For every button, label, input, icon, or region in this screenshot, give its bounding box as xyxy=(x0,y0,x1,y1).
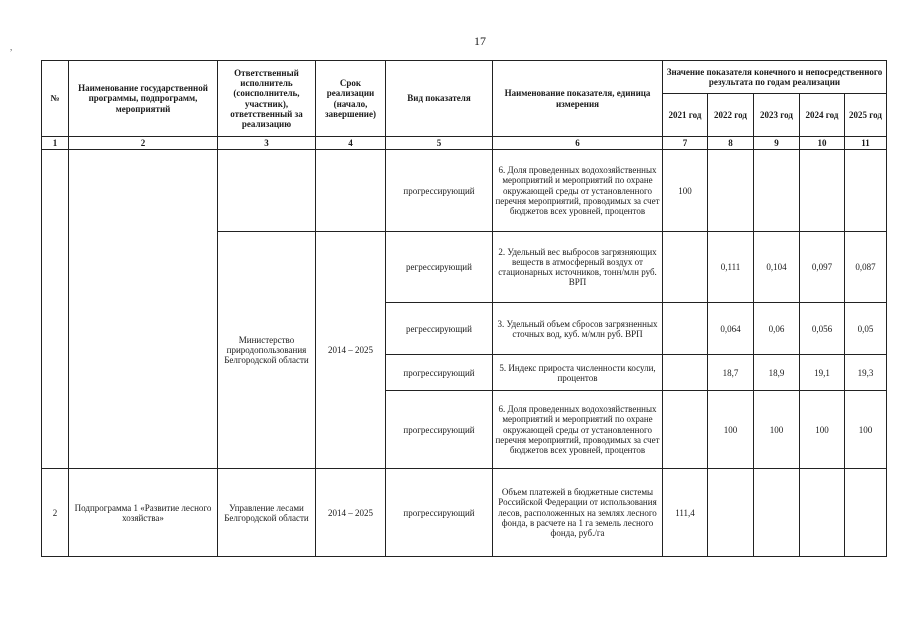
header-term: Срок реализации (начало, завершение) xyxy=(316,61,386,137)
table-row xyxy=(42,469,887,557)
value-2025: 0,05 xyxy=(845,303,887,355)
header-num: № xyxy=(42,61,69,137)
value-2021: 100 xyxy=(663,150,708,232)
executor-ministry: Министерство природопользования Белгородской области xyxy=(218,232,316,469)
value-2023: 18,9 xyxy=(754,355,800,391)
column-number: 6 xyxy=(493,137,663,150)
column-number: 2 xyxy=(69,137,218,150)
header-indicator-name: Наименование показателя, единица измерения xyxy=(493,61,663,137)
value-2022 xyxy=(708,469,754,557)
header-year: 2025 год xyxy=(845,94,887,137)
column-number: 9 xyxy=(754,137,800,150)
indicator-name: Объем платежей в бюджетные системы Российской Федерации от использования лесов, расположенных на землях лесного фонда, в расчете на 1 га земель лесного фонда, руб./га xyxy=(493,469,663,557)
column-number: 11 xyxy=(845,137,887,150)
value-2022: 18,7 xyxy=(708,355,754,391)
value-2024 xyxy=(800,150,845,232)
value-2024: 0,097 xyxy=(800,232,845,303)
header-program: Наименование государственной программы, подпрограмм, мероприятий xyxy=(69,61,218,137)
value-2025 xyxy=(845,150,887,232)
column-numbers-row xyxy=(42,137,887,150)
value-2023: 100 xyxy=(754,391,800,469)
indicator-type: прогрессирующий xyxy=(386,469,493,557)
indicator-name: 2. Удельный вес выбросов загрязняющих веществ в атмосферный воздух от стационарных источников, тонн/млн руб. ВРП xyxy=(493,232,663,303)
value-2022: 0,111 xyxy=(708,232,754,303)
value-2025: 0,087 xyxy=(845,232,887,303)
header-year: 2021 год xyxy=(663,94,708,137)
column-number: 7 xyxy=(663,137,708,150)
value-2024: 100 xyxy=(800,391,845,469)
term-ministry: 2014 – 2025 xyxy=(316,232,386,469)
value-2021 xyxy=(663,232,708,303)
column-number: 5 xyxy=(386,137,493,150)
column-number: 10 xyxy=(800,137,845,150)
header-year: 2023 год xyxy=(754,94,800,137)
value-2025: 100 xyxy=(845,391,887,469)
indicators-table xyxy=(41,60,887,557)
header-row-1 xyxy=(42,61,887,94)
value-2021: 111,4 xyxy=(663,469,708,557)
column-number: 4 xyxy=(316,137,386,150)
value-2025 xyxy=(845,469,887,557)
num-cell-empty xyxy=(42,150,69,469)
program-cell-empty xyxy=(69,150,218,469)
header-year: 2024 год xyxy=(800,94,845,137)
executor-forestry: Управление лесами Белгородской области xyxy=(218,469,316,557)
value-2021 xyxy=(663,391,708,469)
executor-cell-empty xyxy=(218,150,316,232)
value-2024: 0,056 xyxy=(800,303,845,355)
indicator-type: прогрессирующий xyxy=(386,391,493,469)
term-forestry: 2014 – 2025 xyxy=(316,469,386,557)
value-2023: 0,06 xyxy=(754,303,800,355)
value-2021 xyxy=(663,303,708,355)
header-year: 2022 год xyxy=(708,94,754,137)
value-2024: 19,1 xyxy=(800,355,845,391)
value-2024 xyxy=(800,469,845,557)
indicator-type: регрессирующий xyxy=(386,232,493,303)
indicator-name: 5. Индекс прироста численности косули, процентов xyxy=(493,355,663,391)
indicator-type: регрессирующий xyxy=(386,303,493,355)
indicator-type: прогрессирующий xyxy=(386,355,493,391)
indicator-name: 6. Доля проведенных водохозяйственных мероприятий и мероприятий по охране окружающей среды от установленного перечня мероприятий, проводимых за счет бюджетов всех уровней, процентов xyxy=(493,150,663,232)
value-2023 xyxy=(754,469,800,557)
indicator-name: 6. Доля проведенных водохозяйственных мероприятий и мероприятий по охране окружающей среды от установленного перечня мероприятий, проводимых за счет бюджетов всех уровней, процентов xyxy=(493,391,663,469)
row-number: 2 xyxy=(42,469,69,557)
header-values-group: Значение показателя конечного и непосредственного результата по годам реализации xyxy=(663,61,887,94)
value-2021 xyxy=(663,355,708,391)
indicator-type: прогрессирующий xyxy=(386,150,493,232)
table-row xyxy=(42,150,887,232)
value-2023: 0,104 xyxy=(754,232,800,303)
page-number: 17 xyxy=(474,34,486,48)
value-2025: 19,3 xyxy=(845,355,887,391)
margin-mark: , xyxy=(10,42,13,52)
header-indicator-type: Вид показателя xyxy=(386,61,493,137)
header-executor: Ответственный исполнитель (соисполнитель, участник), ответственный за реализацию xyxy=(218,61,316,137)
value-2022: 0,064 xyxy=(708,303,754,355)
term-cell-empty xyxy=(316,150,386,232)
value-2022 xyxy=(708,150,754,232)
value-2022: 100 xyxy=(708,391,754,469)
subprogram-name: Подпрограмма 1 «Развитие лесного хозяйства» xyxy=(69,469,218,557)
column-number: 1 xyxy=(42,137,69,150)
value-2023 xyxy=(754,150,800,232)
column-number: 3 xyxy=(218,137,316,150)
column-number: 8 xyxy=(708,137,754,150)
indicator-name: 3. Удельный объем сбросов загрязненных сточных вод, куб. м/млн руб. ВРП xyxy=(493,303,663,355)
